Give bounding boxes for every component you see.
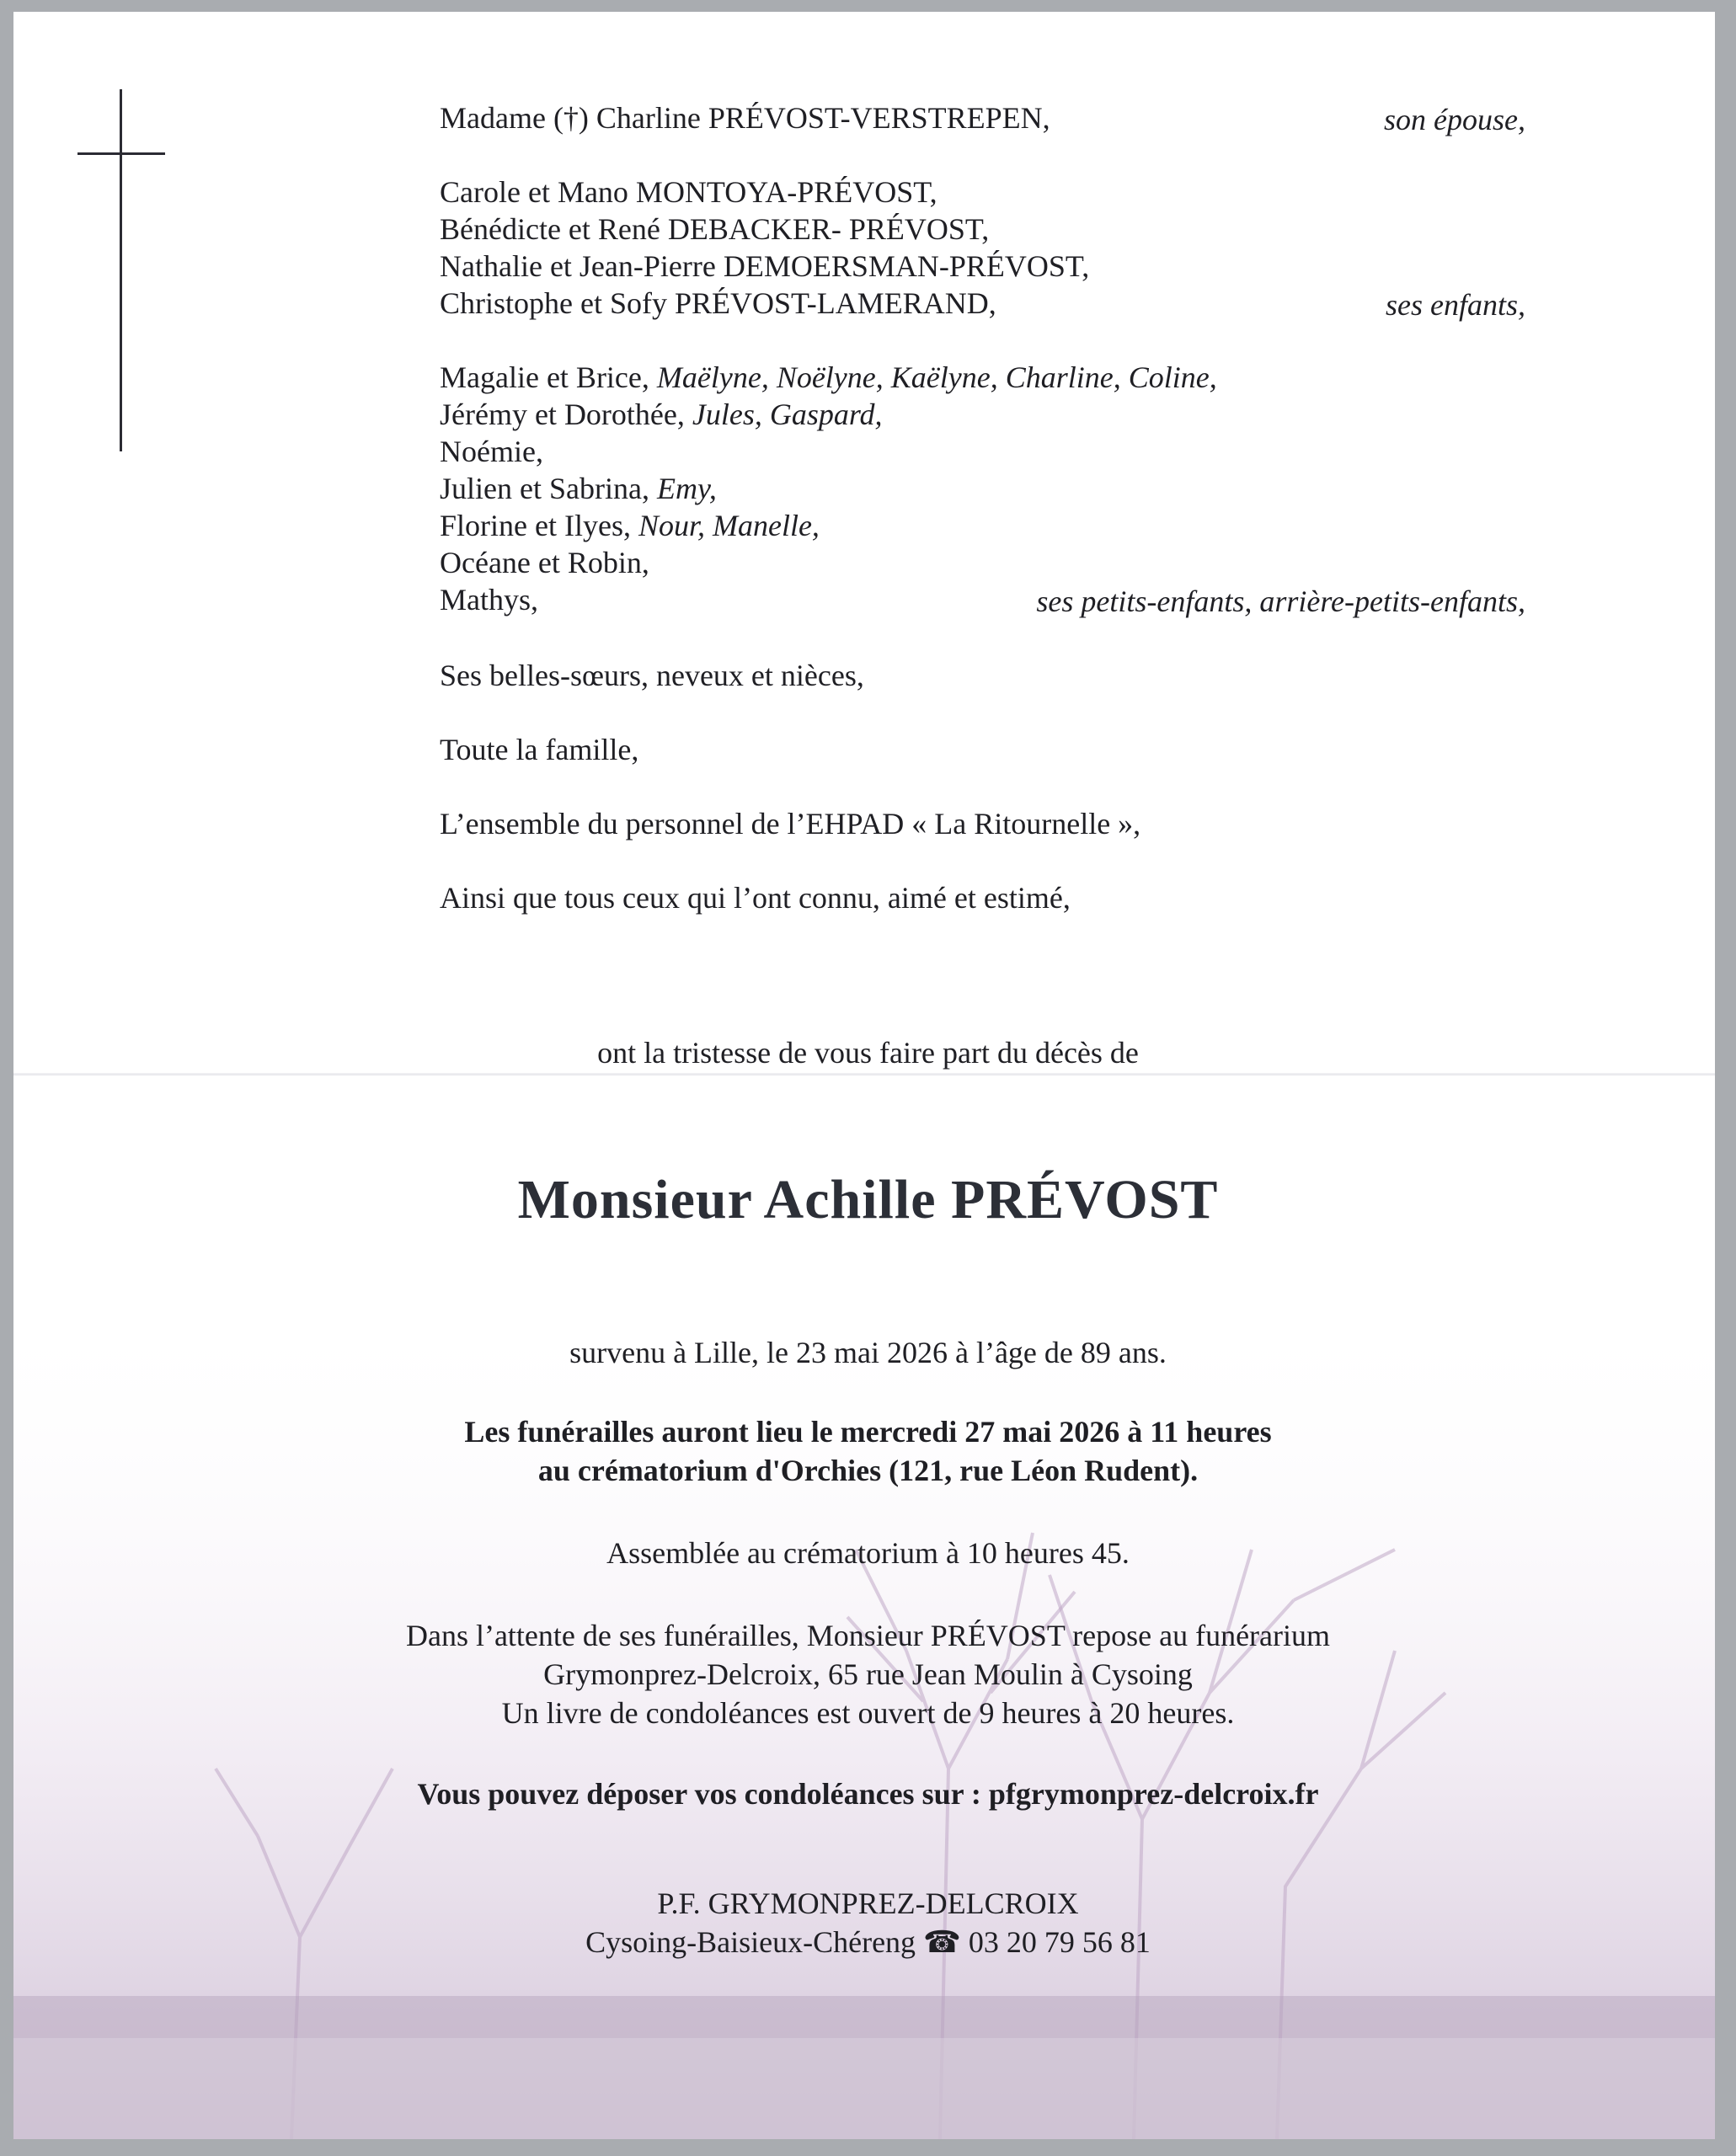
- other-mourners-line: Ses belles-sœurs, neveux et nièces,: [440, 659, 864, 692]
- spouse-relation: son épouse,: [1384, 103, 1525, 136]
- deceased-name: Monsieur Achille PRÉVOST: [517, 1169, 1219, 1230]
- condolences-line: Vous pouvez déposer vos condoléances sur : pfgrymonprez-delcroix.fr: [417, 1777, 1319, 1811]
- child-line: Christophe et Sofy PRÉVOST-LAMERAND,: [440, 286, 996, 320]
- cross-icon: [120, 89, 122, 451]
- rest-info-line1: Dans l’attente de ses funérailles, Monsieur PRÉVOST repose au funérarium: [405, 1619, 1331, 1652]
- grandchild-line: Julien et Sabrina, Emy,: [440, 472, 717, 505]
- other-mourners-line: Toute la famille,: [440, 733, 639, 766]
- funeral-details-line2: au crématorium d'Orchies (121, rue Léon Rudent).: [537, 1454, 1199, 1487]
- spouse-line: Madame (†) Charline PRÉVOST-VERSTREPEN,: [440, 101, 1050, 135]
- funeral-home-name: P.F. GRYMONPREZ-DELCROIX: [657, 1886, 1079, 1920]
- announcement-text: ont la tristesse de vous faire part du décès de: [597, 1036, 1139, 1070]
- grandchild-line: Jérémy et Dorothée, Jules, Gaspard,: [440, 398, 883, 431]
- fold-line: [13, 1073, 1715, 1075]
- funeral-home-address: Cysoing-Baisieux-Chéreng ☎ 03 20 79 56 81: [585, 1925, 1151, 1959]
- grandchild-line: Florine et Ilyes, Nour, Manelle,: [440, 509, 820, 542]
- other-mourners-line: Ainsi que tous ceux qui l’ont connu, aimé et estimé,: [440, 881, 1071, 915]
- grandchild-line: Noémie,: [440, 435, 543, 468]
- rest-info-line3: Un livre de condoléances est ouvert de 9 heures à 20 heures.: [501, 1696, 1235, 1730]
- grandchild-line: Océane et Robin,: [440, 546, 649, 579]
- assembly-info: Assemblée au crématorium à 10 heures 45.: [606, 1536, 1130, 1570]
- cross-icon-arm: [77, 152, 165, 155]
- notice-sheet: [13, 12, 1715, 2139]
- children-relation: ses enfants,: [1386, 288, 1525, 322]
- child-line: Carole et Mano MONTOYA-PRÉVOST,: [440, 175, 937, 209]
- child-line: Bénédicte et René DEBACKER- PRÉVOST,: [440, 212, 990, 246]
- grandchildren-relation: ses petits-enfants, arrière-petits-enfants,: [1036, 584, 1525, 618]
- grandchild-line: Magalie et Brice, Maëlyne, Noëlyne, Kaëlyne, Charline, Coline,: [440, 360, 1217, 394]
- rest-info-line2: Grymonprez-Delcroix, 65 rue Jean Moulin à Cysoing: [543, 1657, 1193, 1691]
- death-info: survenu à Lille, le 23 mai 2026 à l’âge de 89 ans.: [569, 1336, 1167, 1369]
- child-line: Nathalie et Jean-Pierre DEMOERSMAN-PRÉVOST,: [440, 249, 1090, 283]
- other-mourners-line: L’ensemble du personnel de l’EHPAD « La Ritournelle »,: [440, 807, 1141, 841]
- funeral-details-line1: Les funérailles auront lieu le mercredi 27 mai 2026 à 11 heures: [464, 1415, 1272, 1449]
- grandchild-line: Mathys,: [440, 583, 538, 616]
